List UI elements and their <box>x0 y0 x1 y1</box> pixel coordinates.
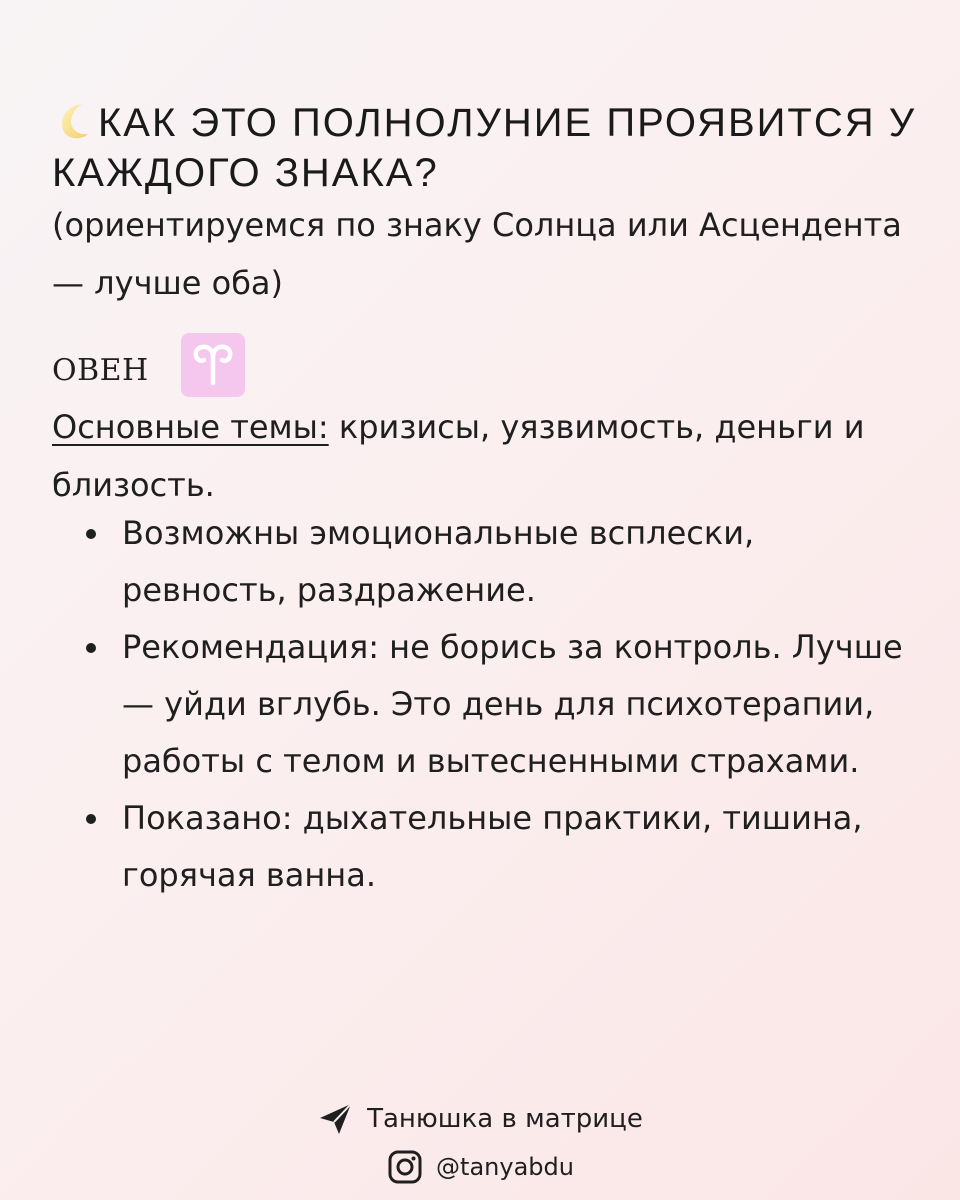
title-text: КАК ЭТО ПОЛНОЛУНИЕ ПРОЯВИТСЯ У КАЖДОГО ЗНАКА? <box>52 101 917 195</box>
instagram-handle-link[interactable] <box>0 1148 960 1186</box>
list-item <box>52 790 912 904</box>
themes-text: кризисы, уязвимость, деньги и близость. <box>52 408 865 504</box>
main-themes <box>52 398 912 514</box>
aries-badge <box>181 333 245 397</box>
advice-list <box>52 505 912 904</box>
bullet-icon <box>86 529 96 539</box>
sign-row <box>52 340 245 400</box>
bullet-icon <box>86 643 96 653</box>
crescent-moon-icon <box>52 100 92 140</box>
list-item-text: Рекомендация: не борись за контроль. Лучше — уйди вглубь. Это день для психотерапии, работы с телом и вытесненными страхами. <box>122 628 903 780</box>
list-item <box>52 505 912 619</box>
page-title <box>52 98 932 198</box>
list-item-text: Показано: дыхательные практики, тишина, горячая ванна. <box>122 799 863 894</box>
list-item <box>52 619 912 790</box>
list-item-text: Возможны эмоциональные всплески, ревность, раздражение. <box>122 514 755 609</box>
subtitle: (ориентируемся по знаку Солнца или Асцендента — лучше оба) <box>52 206 902 302</box>
telegram-icon <box>317 1100 355 1138</box>
bullet-icon <box>86 814 96 824</box>
instagram-icon <box>386 1148 424 1186</box>
channel-name: Танюшка в матрице <box>367 1104 643 1134</box>
themes-label: Основные темы: <box>52 408 329 446</box>
sign-name: ОВЕН <box>52 352 149 388</box>
instagram-handle: @tanyabdu <box>436 1153 574 1181</box>
aries-icon <box>189 341 237 389</box>
telegram-channel-link[interactable] <box>0 1100 960 1138</box>
